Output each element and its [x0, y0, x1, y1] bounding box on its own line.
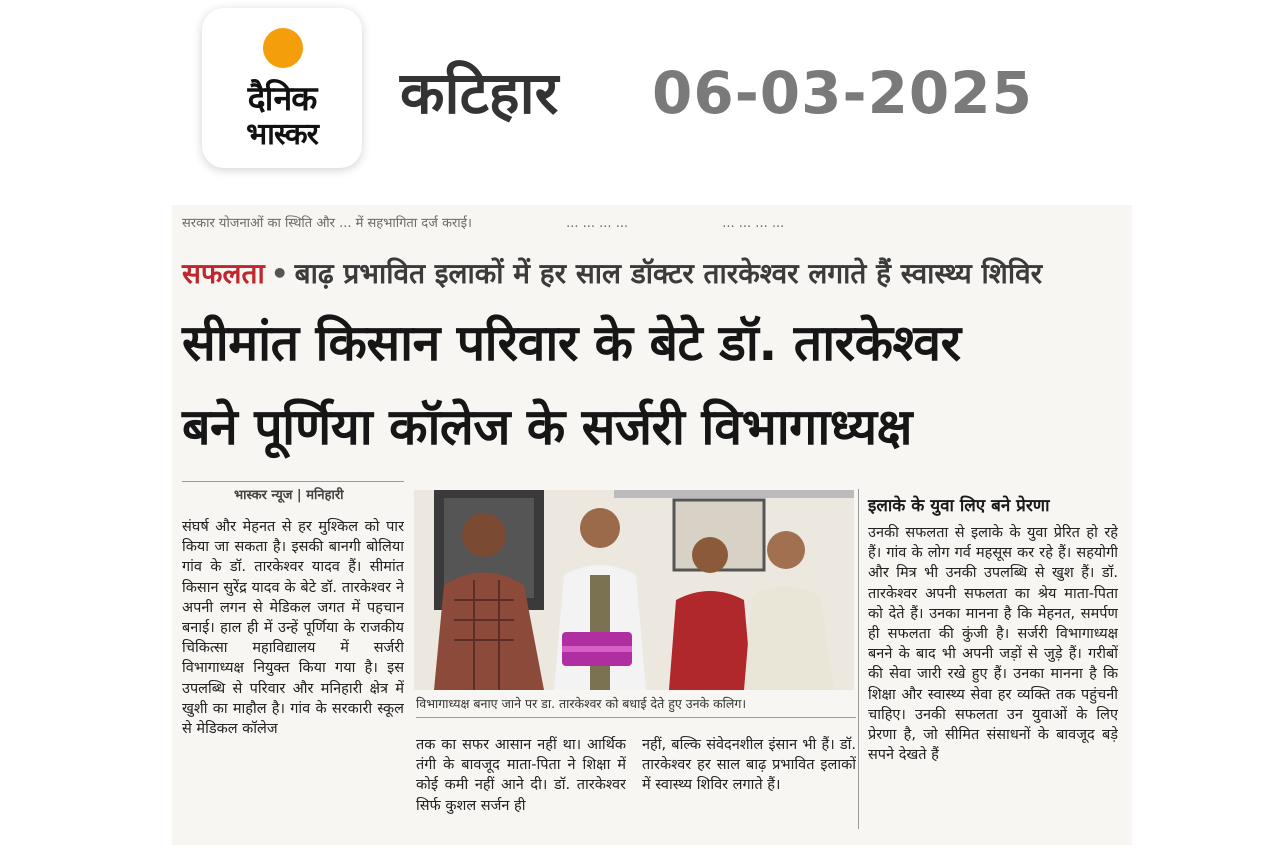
caption-rule — [416, 717, 856, 718]
byline-rule — [182, 481, 404, 482]
logo-text-line1: दैनिक — [247, 79, 317, 119]
edition-city: कटिहार — [400, 59, 559, 127]
column-divider — [858, 489, 859, 829]
article-column-2: तक का सफर आसान नहीं था। आर्थिक तंगी के बावजूद माता-पिता ने शिक्षा में कोई कमी नहीं आने दी। डॉ. तारकेश्वर सिर्फ कुशल सर्जन ही — [416, 737, 626, 814]
article-column-3: नहीं, बल्कि संवेदनशील इंसान भी हैं। डॉ. तारकेश्वर हर साल बाढ़ प्रभावित इलाकों में स्वास्थ्य शिविर लगाते हैं। — [642, 737, 856, 794]
byline: भास्कर न्यूज | मनिहारी — [234, 488, 344, 503]
photo-illustration — [414, 490, 854, 690]
kicker-line — [182, 257, 1042, 291]
kicker-label: सफलता — [182, 257, 265, 290]
photo-caption: विभागाध्यक्ष बनाए जाने पर डा. तारकेश्वर को बधाई देते हुए उनके कलिग। — [416, 696, 747, 711]
headline-line-1: सीमांत किसान परिवार के बेटे डॉ. तारकेश्वर — [182, 314, 961, 372]
article-column-1: संघर्ष और मेहनत से हर मुश्किल को पार किया जा सकता है। इसकी बानगी बोलिया गांव के डॉ. तारकेश्वर यादव हैं। सीमांत किसान सुरेंद्र यादव के बेटे डॉ. तारकेश्वर ने अपनी लगन से मेडिकल जगत में पहचान बनाई। हाल ही में उन्हें पूर्णिया के राजकीय चिकित्सा महाविद्यालय में सर्जरी विभागाध्यक्ष नियुक्त किया गया है। इस उपलब्धि से परिवार और मनिहारी क्षेत्र में खुशी का माहौल है। गांव के सरकारी स्कूल से मेडिकल कॉलेज — [182, 519, 404, 738]
dainik-bhaskar-logo — [202, 8, 362, 168]
article-column-4: उनकी सफलता से इलाके के युवा प्रेरित हो रहे हैं। गांव के लोग गर्व महसूस कर रहे हैं। सहयोगी और मित्र भी उनकी उपलब्धि से खुश हैं। डॉ. तारकेश्वर अपनी सफलता का श्रेय माता-पिता को देते हैं। उनका मानना है कि मेहनत, समर्पण ही सफलता की कुंजी है। सर्जरी विभागाध्यक्ष बनने के बाद भी अपनी जड़ों से जुड़े हैं। गरीबों की सेवा जारी रखे हुए हैं। उनका मानना है कि शिक्षा और स्वास्थ्य सेवा हर व्यक्ति तक पहुंचनी चाहिए। उनकी सफलता उन युवाओं के लिए प्रेरणा है, जो सीमित संसाधनों के बावजूद बड़े सपने देखते हैं — [868, 525, 1118, 764]
cut-off-previous-text — [182, 213, 1122, 233]
cut-text-fragment: सरकार योजनाओं का स्थिति और ... में सहभागिता दर्ज कराई। — [182, 216, 472, 231]
cut-text-fragment: ... ... ... ... — [566, 216, 629, 231]
edition-date: 06-03-2025 — [652, 59, 1033, 127]
headline-line-2: बने पूर्णिया कॉलेज के सर्जरी विभागाध्यक्ष — [182, 398, 912, 456]
bullet-icon: • — [270, 257, 289, 290]
sun-logo-icon — [263, 28, 303, 68]
article-photo — [414, 490, 854, 690]
side-heading: इलाके के युवा लिए बने प्रेरणा — [868, 496, 1050, 516]
cut-text-fragment: ... ... ... ... — [722, 216, 785, 231]
kicker-text: बाढ़ प्रभावित इलाकों में हर साल डॉक्टर तारकेश्वर लगाते हैं स्वास्थ्य शिविर — [294, 257, 1043, 290]
newspaper-clipping — [172, 205, 1132, 845]
logo-text-line2: भास्कर — [246, 117, 318, 152]
